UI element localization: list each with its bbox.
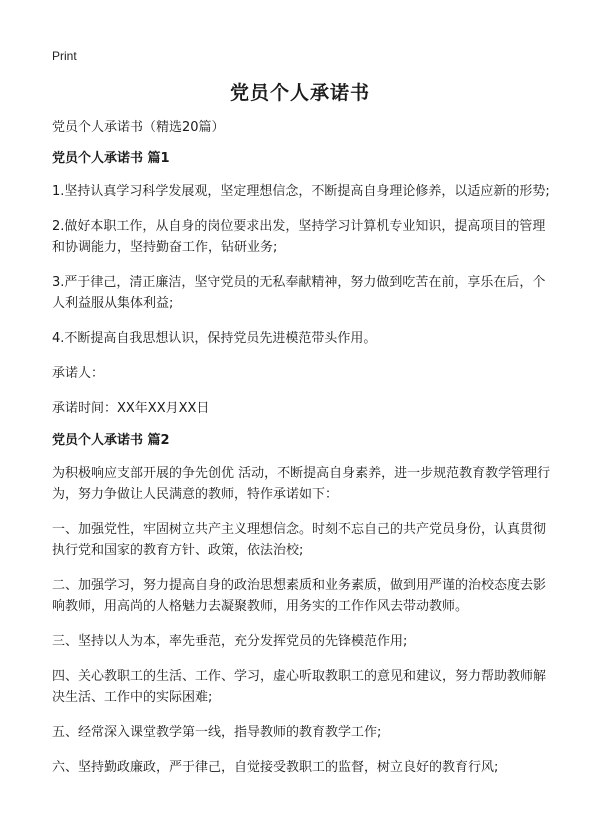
- paragraph: 3.严于律己，清正廉洁，坚守党员的无私奉献精神，努力做到吃苦在前，享乐在后，个人利益服从集体利益;: [52, 275, 546, 311]
- paragraph: 四、关心教职工的生活、工作、学习，虚心听取教职工的意见和建议，努力帮助教师解决生活、工作中的实际困难;: [52, 669, 547, 705]
- date-line: 承诺时间：XX年XX月XX日: [52, 401, 210, 416]
- paragraph: 一、加强党性，牢固树立共产主义理想信念。时刻不忘自己的共产党员身份，认真贯彻执行党和国家的教育方针、政策，依法治校;: [52, 522, 547, 558]
- signatory-line: 承诺人：: [52, 366, 105, 381]
- document-title: 党员个人承诺书: [229, 82, 370, 104]
- paragraph: 六、坚持勤政廉政，严于律己，自觉接受教职工的监督，树立良好的教育行风;: [52, 760, 499, 775]
- paragraph: 4.不断提高自我思想认识，保持党员先进模范带头作用。: [52, 331, 377, 346]
- section-heading: 党员个人承诺书 篇2: [52, 433, 170, 448]
- print-link[interactable]: Print: [52, 49, 77, 63]
- paragraph: 五、经常深入课堂教学第一线，指导教师的教育教学工作;: [52, 725, 382, 740]
- document-subtitle: 党员个人承诺书（精选20篇）: [52, 120, 225, 135]
- paragraph: 1.坚持认真学习科学发展观，坚定理想信念，不断提高自身理论修养，以适应新的形势;: [52, 184, 550, 199]
- paragraph: 三、坚持以人为本，率先垂范，充分发挥党员的先锋模范作用;: [52, 634, 408, 649]
- paragraph: 二、加强学习，努力提高自身的政治思想素质和业务素质，做到用严谨的治校态度去影响教师，用高尚的人格魅力去凝聚教师，用务实的工作作风去带动教师。: [52, 578, 547, 614]
- paragraph: 2.做好本职工作，从自身的岗位要求出发，坚持学习计算机专业知识，提高项目的管理和协调能力，坚持勤奋工作，钻研业务;: [52, 219, 546, 255]
- section-1: [52, 149, 552, 419]
- document-body: [52, 118, 552, 792]
- section-2: [52, 431, 552, 778]
- paragraph: 为积极响应支部开展的争先创优 活动，不断提高自身素养，进一步规范教育教学管理行为，努力争做让人民满意的教师，特作承诺如下：: [52, 466, 551, 502]
- section-heading: 党员个人承诺书 篇1: [52, 151, 170, 166]
